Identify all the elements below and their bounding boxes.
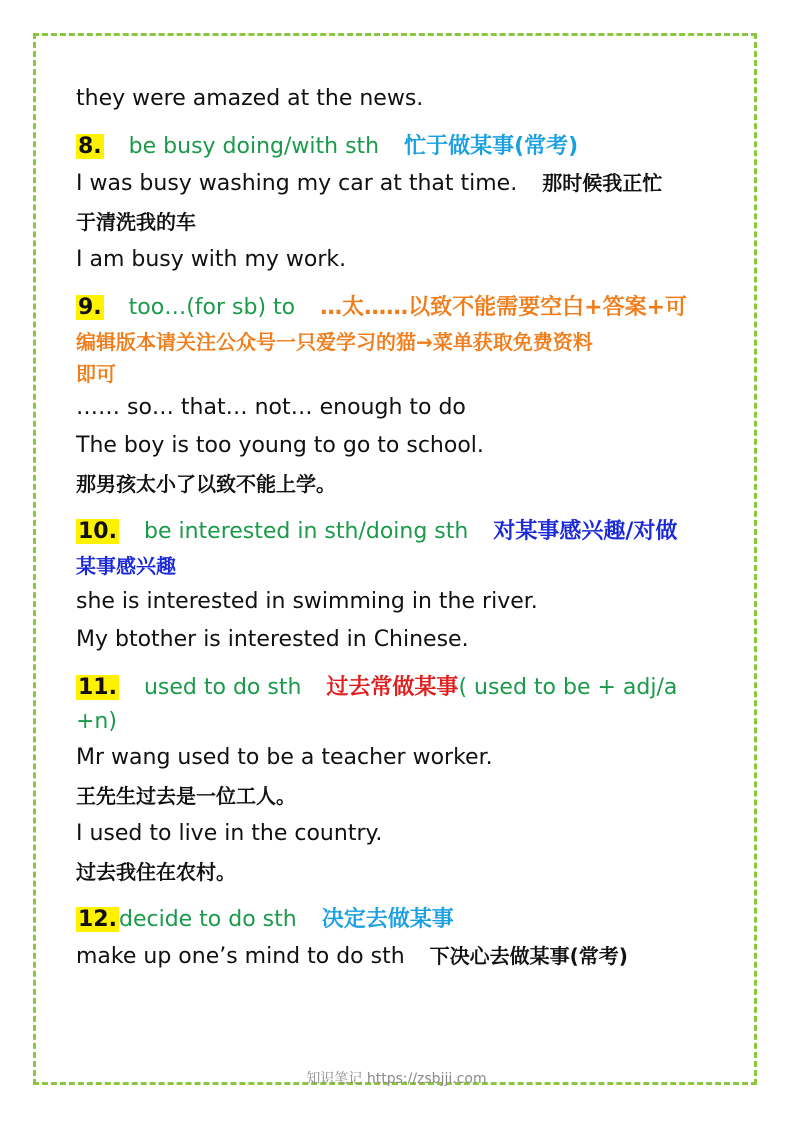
section-10-heading xyxy=(76,515,726,549)
usage-note-continued: +n) xyxy=(76,709,117,734)
equivalent-en: make up one’s mind to do sth xyxy=(76,944,405,969)
example-en: My btother is interested in Chinese. xyxy=(76,627,469,652)
example-zh: 王先生过去是一位工人。 xyxy=(76,784,296,808)
section-9-heading xyxy=(76,291,726,325)
example-en: Mr wang used to be a teacher worker. xyxy=(76,745,493,770)
meaning: 忙于做某事(常考) xyxy=(404,134,579,159)
example-zh: 那时候我正忙 xyxy=(542,171,663,195)
phrase: be busy doing/with sth xyxy=(128,134,380,159)
phrase: decide to do sth xyxy=(118,907,297,932)
example-en: I used to live in the country. xyxy=(76,821,383,846)
equivalent-structure: …… so… that… not… enough to do xyxy=(76,395,466,420)
section-11-heading xyxy=(76,671,726,705)
example-en: I am busy with my work. xyxy=(76,247,347,272)
section-number: 12. xyxy=(78,907,117,932)
usage-note: ( used to be + adj/a xyxy=(458,675,678,700)
section-number: 11. xyxy=(78,675,117,700)
section-number: 9. xyxy=(78,295,102,320)
section-12-heading xyxy=(76,903,726,937)
equivalent-zh: 下决心去做某事(常考) xyxy=(429,944,628,968)
section-12 xyxy=(76,903,726,976)
example-zh-continued: 于清洗我的车 xyxy=(76,210,196,234)
example-line xyxy=(76,164,726,203)
section-8 xyxy=(76,130,726,279)
meaning-continued: 编辑版本请关注公众号一只爱学习的猫→菜单获取免费资料 xyxy=(76,330,593,354)
example-en: The boy is too young to go to school. xyxy=(76,433,484,458)
meaning: 对某事感兴趣/对做 xyxy=(493,519,678,544)
meaning-continued: 某事感兴趣 xyxy=(76,554,176,578)
meaning-continued: 即可 xyxy=(76,362,116,386)
section-number: 8. xyxy=(78,134,102,159)
section-10 xyxy=(76,515,726,659)
meaning: …太……以致不能需要空白+答案+可 xyxy=(320,295,688,320)
phrase: be interested in sth/doing sth xyxy=(143,519,469,544)
example-zh: 那男孩太小了以致不能上学。 xyxy=(76,472,336,496)
meaning: 决定去做某事 xyxy=(321,907,454,932)
example-zh: 过去我住在农村。 xyxy=(76,860,236,884)
phrase: too…(for sb) to xyxy=(128,295,296,320)
equivalent-line xyxy=(76,937,726,976)
section-11 xyxy=(76,671,726,891)
footer-watermark: 知识笔记 https://zsbjji.com xyxy=(306,1071,487,1087)
phrase: used to do sth xyxy=(143,675,302,700)
section-8-heading xyxy=(76,130,726,164)
section-9 xyxy=(76,291,726,503)
section-number: 10. xyxy=(78,519,117,544)
meaning: 过去常做某事 xyxy=(326,675,459,700)
document-content xyxy=(76,80,726,976)
example-en: she is interested in swimming in the river. xyxy=(76,589,538,614)
intro-line: they were amazed at the news. xyxy=(76,86,424,111)
example-en: I was busy washing my car at that time. xyxy=(76,171,518,196)
